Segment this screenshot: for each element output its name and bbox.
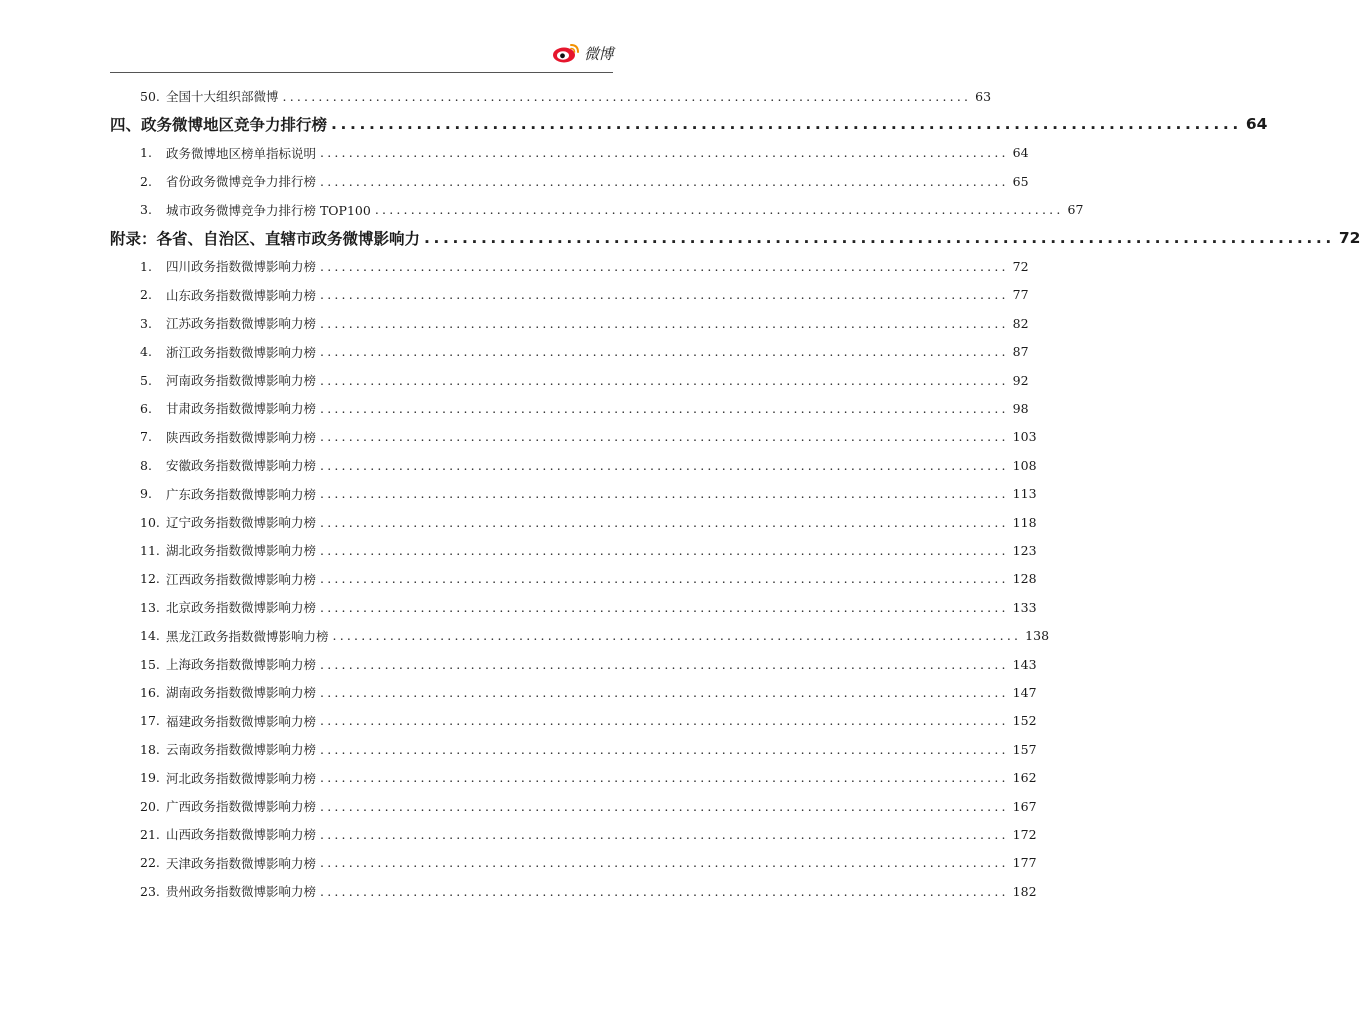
toc-page-number: 172 bbox=[1012, 826, 1037, 842]
toc-page-number: 143 bbox=[1012, 656, 1037, 672]
toc-leader-dots: ................................................................................................ bbox=[320, 656, 1009, 672]
toc-entry[interactable] bbox=[140, 368, 1029, 392]
toc-leader-dots: ................................................................................................ bbox=[320, 514, 1009, 530]
toc-entry[interactable] bbox=[140, 169, 1029, 193]
toc-page-number: 162 bbox=[1012, 770, 1037, 786]
toc-entry-number: 17. bbox=[140, 713, 160, 729]
toc-leader-dots: ................................................................................................ bbox=[320, 173, 1009, 189]
toc-entry-title: 云南政务指数微博影响力榜 bbox=[166, 742, 317, 758]
toc-entry-number: 2. bbox=[140, 287, 152, 303]
toc-entry-title: 河北政务指数微博影响力榜 bbox=[166, 770, 317, 786]
toc-page-number: 67 bbox=[1067, 202, 1084, 218]
toc-entry-number: 7. bbox=[140, 429, 152, 445]
toc-leader-dots: ................................................................................................ bbox=[320, 684, 1009, 700]
toc-entry[interactable] bbox=[140, 141, 1029, 165]
toc-entry[interactable] bbox=[140, 311, 1029, 335]
toc-leader-dots: ................................................................................................ bbox=[320, 798, 1009, 814]
toc-section-entry[interactable] bbox=[110, 112, 1268, 136]
toc-entry-title: 贵州政务指数微博影响力榜 bbox=[166, 884, 317, 900]
toc-entry-title: 黑龙江政务指数微博影响力榜 bbox=[166, 628, 329, 644]
toc-entry-title: 辽宁政务指数微博影响力榜 bbox=[166, 515, 317, 530]
toc-entry-number: 12. bbox=[140, 571, 160, 587]
toc-entry-number: 23. bbox=[140, 883, 160, 899]
toc-entry-title: 安徽政务指数微博影响力榜 bbox=[166, 458, 317, 474]
toc-leader-dots: ................................................................................................ bbox=[320, 145, 1009, 161]
toc-page-number: 72 bbox=[1012, 258, 1029, 274]
toc-page-number: 108 bbox=[1012, 457, 1037, 473]
page-header bbox=[110, 30, 613, 73]
toc-entry[interactable] bbox=[140, 766, 1037, 790]
toc-page-number: 147 bbox=[1012, 684, 1037, 700]
toc-entry[interactable] bbox=[140, 254, 1029, 278]
toc-entry-title: 湖北政务指数微博影响力榜 bbox=[166, 543, 317, 559]
toc-page-number: 77 bbox=[1012, 287, 1029, 303]
toc-entry-title: 全国十大组织部微博 bbox=[166, 89, 279, 104]
toc-page-number: 72 bbox=[1338, 229, 1360, 247]
logo-text: 微博 bbox=[583, 44, 613, 63]
toc-entry-number: 8. bbox=[140, 457, 152, 473]
toc-entry-title: 湖南政务指数微博影响力榜 bbox=[166, 685, 317, 701]
toc-entry-title: 河南政务指数微博影响力榜 bbox=[166, 373, 317, 388]
toc-entry-title: 福建政务指数微博影响力榜 bbox=[166, 713, 317, 729]
toc-leader-dots: ................................................................................................ bbox=[320, 883, 1009, 899]
toc-leader-dots: ................................................................................................ bbox=[320, 287, 1009, 303]
toc-page-number: 133 bbox=[1012, 599, 1037, 615]
toc-page-number: 157 bbox=[1012, 741, 1037, 757]
toc-entry-title: 广东政务指数微博影响力榜 bbox=[166, 486, 317, 502]
toc-leader-dots: ................................................................................................ bbox=[320, 486, 1009, 502]
toc-entry-title: 甘肃政务指数微博影响力榜 bbox=[166, 401, 317, 417]
toc-leader-dots: ................................................................................................ bbox=[320, 457, 1009, 473]
toc-entry-number: 11. bbox=[140, 542, 160, 558]
toc-page-number: 177 bbox=[1012, 855, 1037, 871]
toc-entry[interactable] bbox=[140, 538, 1037, 562]
toc-page-number: 87 bbox=[1012, 344, 1029, 360]
toc-leader-dots: ................................................................................................ bbox=[320, 344, 1009, 360]
toc-entry[interactable] bbox=[140, 851, 1037, 875]
toc-entry-title: 浙江政务指数微博影响力榜 bbox=[166, 344, 317, 360]
toc-page-number: 167 bbox=[1012, 798, 1037, 814]
toc-entry-number: 1. bbox=[140, 258, 152, 274]
toc-entry[interactable] bbox=[140, 425, 1037, 449]
toc-page-number: 128 bbox=[1012, 571, 1037, 587]
toc-entry[interactable] bbox=[140, 822, 1037, 846]
toc-entry[interactable] bbox=[140, 680, 1037, 704]
toc-page-number: 113 bbox=[1012, 486, 1037, 502]
toc-entry-title: 四、政务微博地区竞争力排行榜 bbox=[110, 116, 328, 135]
toc-entry[interactable] bbox=[140, 567, 1037, 591]
toc-entry-title: 城市政务微博竞争力排行榜 TOP100 bbox=[166, 202, 371, 218]
toc-page-number: 92 bbox=[1012, 372, 1029, 388]
weibo-eye-icon bbox=[551, 42, 581, 64]
toc-entry-number: 18. bbox=[140, 741, 160, 757]
toc-entry-number: 10. bbox=[140, 514, 160, 530]
toc-entry-number: 6. bbox=[140, 400, 152, 416]
toc-leader-dots: ................................................................................................ bbox=[424, 229, 1335, 247]
toc-entry-title: 省份政务微博竞争力排行榜 bbox=[166, 174, 317, 190]
toc-page-number: 103 bbox=[1012, 429, 1037, 445]
toc-entry-number: 9. bbox=[140, 486, 152, 502]
toc-entry-number: 21. bbox=[140, 826, 160, 842]
toc-entry-number: 1. bbox=[140, 145, 152, 161]
toc-page-number: 138 bbox=[1025, 628, 1050, 644]
toc-entry-number: 16. bbox=[140, 684, 160, 700]
toc-page-number: 98 bbox=[1012, 400, 1029, 416]
toc-page-number: 63 bbox=[975, 88, 992, 104]
toc-entry-number: 19. bbox=[140, 770, 160, 786]
toc-entry-title: 山东政务指数微博影响力榜 bbox=[166, 287, 317, 303]
toc-entry[interactable] bbox=[140, 624, 1050, 648]
toc-leader-dots: ................................................................................................ bbox=[320, 571, 1009, 587]
toc-page-number: 64 bbox=[1245, 115, 1268, 134]
toc-entry-number: 13. bbox=[140, 599, 160, 615]
toc-entry[interactable] bbox=[140, 794, 1037, 818]
toc-leader-dots: ................................................................................................ bbox=[320, 713, 1009, 729]
toc-leader-dots: ................................................................................................ bbox=[320, 258, 1009, 274]
toc-entry-number: 3. bbox=[140, 202, 152, 218]
toc-entry-number: 4. bbox=[140, 344, 152, 360]
toc-entry-title: 江西政务指数微博影响力榜 bbox=[166, 571, 317, 587]
toc-page-number: 82 bbox=[1012, 315, 1029, 331]
toc-entry-title: 天津政务指数微博影响力榜 bbox=[166, 855, 317, 871]
toc-entry-number: 5. bbox=[140, 372, 152, 388]
toc-leader-dots: ................................................................................................ bbox=[320, 315, 1009, 331]
toc-leader-dots: ................................................................................................ bbox=[320, 542, 1009, 558]
toc-entry[interactable] bbox=[140, 283, 1029, 307]
toc-leader-dots: ................................................................................................ bbox=[320, 599, 1009, 615]
toc-entry[interactable] bbox=[140, 737, 1037, 761]
toc-entry-title: 附录：各省、自治区、直辖市政务微博影响力 bbox=[110, 230, 421, 248]
toc-entry[interactable] bbox=[140, 595, 1037, 619]
toc-entry[interactable] bbox=[140, 879, 1037, 903]
toc-entry-title: 四川政务指数微博影响力榜 bbox=[166, 259, 317, 275]
toc-entry-number: 22. bbox=[140, 855, 160, 871]
toc-entry[interactable] bbox=[140, 709, 1037, 733]
toc-leader-dots: ................................................................................................ bbox=[320, 429, 1009, 445]
toc-entry-number: 3. bbox=[140, 315, 152, 331]
toc-leader-dots: ................................................................................................ bbox=[320, 770, 1009, 786]
toc-page-number: 152 bbox=[1012, 713, 1037, 729]
toc-leader-dots: ................................................................................................ bbox=[320, 400, 1009, 416]
toc-entry-title: 陕西政务指数微博影响力榜 bbox=[166, 429, 317, 445]
toc-entry[interactable] bbox=[140, 340, 1029, 364]
toc-entry[interactable] bbox=[140, 453, 1037, 477]
toc-entry[interactable] bbox=[140, 510, 1037, 534]
toc-page-number: 182 bbox=[1012, 883, 1037, 899]
toc-entry-title: 江苏政务指数微博影响力榜 bbox=[166, 316, 317, 332]
toc-entry-number: 2. bbox=[140, 173, 152, 189]
toc-entry-title: 山西政务指数微博影响力榜 bbox=[166, 827, 317, 843]
toc-entry-number: 15. bbox=[140, 656, 160, 672]
toc-entry-title: 北京政务指数微博影响力榜 bbox=[166, 600, 317, 616]
toc-page-number: 64 bbox=[1012, 145, 1029, 161]
toc-entry[interactable] bbox=[140, 84, 992, 108]
toc-entry[interactable] bbox=[140, 198, 1084, 222]
toc-entry-title: 上海政务指数微博影响力榜 bbox=[166, 657, 317, 672]
toc-leader-dots: ................................................................................................ bbox=[331, 115, 1242, 134]
weibo-logo bbox=[551, 40, 613, 66]
toc-entry[interactable] bbox=[140, 482, 1037, 506]
toc-page-number: 123 bbox=[1012, 542, 1037, 558]
toc-entry-title: 政务微博地区榜单指标说明 bbox=[166, 145, 317, 161]
toc-leader-dots: ................................................................................................ bbox=[332, 628, 1022, 644]
toc-leader-dots: ................................................................................................ bbox=[320, 855, 1009, 871]
toc-entry-title: 广西政务指数微博影响力榜 bbox=[166, 799, 317, 814]
toc-entry[interactable] bbox=[140, 652, 1037, 676]
toc-leader-dots: ................................................................................................ bbox=[282, 88, 972, 104]
toc-entry-number: 20. bbox=[140, 798, 160, 814]
toc-leader-dots: ................................................................................................ bbox=[374, 202, 1064, 218]
toc-entry[interactable] bbox=[140, 396, 1029, 420]
toc-leader-dots: ................................................................................................ bbox=[320, 826, 1009, 842]
toc-leader-dots: ................................................................................................ bbox=[320, 372, 1009, 388]
toc-leader-dots: ................................................................................................ bbox=[320, 741, 1009, 757]
toc-page-number: 65 bbox=[1012, 173, 1029, 189]
toc-section-entry[interactable] bbox=[110, 226, 1360, 250]
toc-entry-number: 50. bbox=[140, 88, 160, 104]
toc-page-number: 118 bbox=[1012, 514, 1037, 530]
toc-entry-number: 14. bbox=[140, 628, 160, 644]
